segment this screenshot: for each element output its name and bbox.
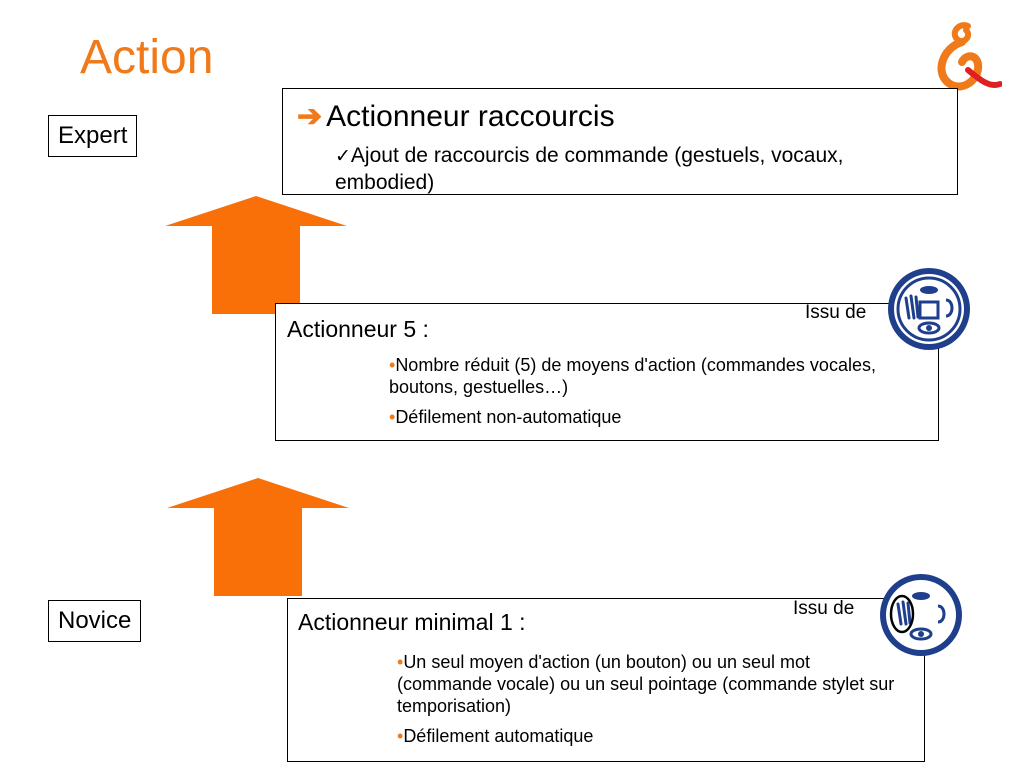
level-novice: Novice bbox=[48, 600, 141, 642]
origin-label: Issu de bbox=[805, 302, 867, 323]
shortcut-actuator-heading: ➔ Actionneur raccourcis bbox=[297, 100, 615, 133]
actuator-5-heading: Actionneur 5 : bbox=[287, 316, 429, 342]
list-item: •Défilement automatique bbox=[397, 726, 594, 746]
minimal-face-icon bbox=[878, 572, 964, 658]
origin-label: Issu de bbox=[793, 598, 855, 619]
multimodal-face-icon bbox=[886, 266, 972, 352]
minimal-actuator-heading: Actionneur minimal 1 : bbox=[298, 609, 526, 635]
list-item: •Défilement non-automatique bbox=[389, 407, 622, 427]
slide-title: Action bbox=[80, 31, 214, 84]
brand-logo-icon bbox=[928, 18, 1002, 96]
list-item: •Nombre réduit (5) de moyens d'action (commandes vocales, boutons, gestuelles…) bbox=[389, 355, 876, 397]
actuator-5-bullets bbox=[389, 354, 929, 436]
shortcut-actuator-description: ✓Ajout de raccourcis de commande (gestuels, vocaux, embodied) bbox=[335, 144, 844, 194]
shortcut-actuator-box bbox=[282, 88, 958, 195]
up-arrow-top bbox=[165, 196, 347, 314]
minimal-actuator-bullets bbox=[397, 651, 897, 755]
level-expert: Expert bbox=[48, 115, 137, 157]
checkmark-icon: ✓ bbox=[335, 146, 351, 167]
list-item: •Un seul moyen d'action (un bouton) ou un seul mot (commande vocale) ou un seul pointage (commande stylet sur temporisation) bbox=[397, 652, 895, 716]
up-arrow-bottom bbox=[167, 478, 349, 596]
right-arrow-icon: ➔ bbox=[297, 100, 323, 133]
minimal-actuator-box bbox=[287, 598, 925, 762]
